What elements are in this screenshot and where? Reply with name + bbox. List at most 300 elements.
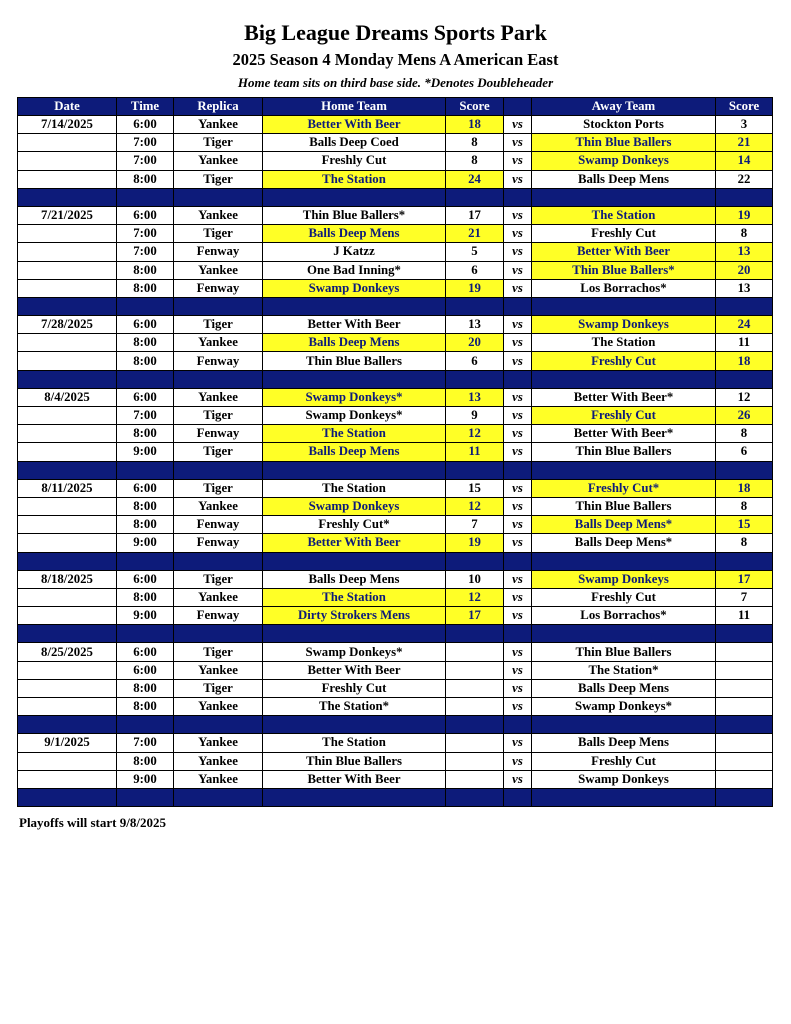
separator-cell bbox=[446, 188, 504, 206]
home-score-cell: 13 bbox=[446, 316, 504, 334]
separator-cell bbox=[446, 788, 504, 806]
table-row bbox=[18, 388, 773, 406]
away-team-cell: Swamp Donkeys bbox=[532, 770, 716, 788]
separator-cell bbox=[532, 788, 716, 806]
away-score-cell bbox=[716, 643, 773, 661]
time-cell: 6:00 bbox=[117, 661, 174, 679]
replica-cell: Yankee bbox=[174, 588, 263, 606]
time-cell: 8:00 bbox=[117, 170, 174, 188]
separator-cell bbox=[18, 461, 117, 479]
away-score-cell: 17 bbox=[716, 570, 773, 588]
separator-cell bbox=[117, 716, 174, 734]
separator-cell bbox=[117, 297, 174, 315]
time-cell: 7:00 bbox=[117, 407, 174, 425]
vs-cell: vs bbox=[504, 134, 532, 152]
table-row bbox=[18, 443, 773, 461]
away-score-cell: 21 bbox=[716, 134, 773, 152]
separator-cell bbox=[174, 370, 263, 388]
home-team-cell: Balls Deep Coed bbox=[263, 134, 446, 152]
time-cell: 9:00 bbox=[117, 534, 174, 552]
home-team-cell: The Station bbox=[263, 425, 446, 443]
time-cell: 8:00 bbox=[117, 352, 174, 370]
date-cell: 8/11/2025 bbox=[18, 479, 117, 497]
away-score-cell: 14 bbox=[716, 152, 773, 170]
away-team-cell: Thin Blue Ballers bbox=[532, 443, 716, 461]
replica-cell: Yankee bbox=[174, 770, 263, 788]
home-team-cell: J Katzz bbox=[263, 243, 446, 261]
home-score-cell: 8 bbox=[446, 152, 504, 170]
away-score-cell: 8 bbox=[716, 497, 773, 515]
away-team-cell: Swamp Donkeys bbox=[532, 316, 716, 334]
away-score-cell: 18 bbox=[716, 352, 773, 370]
replica-cell: Yankee bbox=[174, 661, 263, 679]
home-score-cell: 24 bbox=[446, 170, 504, 188]
time-cell: 6:00 bbox=[117, 116, 174, 134]
home-score-cell: 6 bbox=[446, 261, 504, 279]
separator-cell bbox=[446, 552, 504, 570]
separator-cell bbox=[174, 716, 263, 734]
home-team-cell: Dirty Strokers Mens bbox=[263, 607, 446, 625]
away-team-cell: Los Borrachos* bbox=[532, 607, 716, 625]
home-team-cell: Freshly Cut bbox=[263, 679, 446, 697]
home-team-cell: Swamp Donkeys bbox=[263, 497, 446, 515]
table-row bbox=[18, 279, 773, 297]
date-cell bbox=[18, 661, 117, 679]
home-score-cell: 5 bbox=[446, 243, 504, 261]
time-cell: 9:00 bbox=[117, 607, 174, 625]
away-score-cell: 7 bbox=[716, 588, 773, 606]
away-team-cell: Better With Beer* bbox=[532, 425, 716, 443]
away-team-cell: Swamp Donkeys bbox=[532, 570, 716, 588]
time-cell: 8:00 bbox=[117, 588, 174, 606]
home-team-cell: The Station bbox=[263, 734, 446, 752]
separator-cell bbox=[532, 188, 716, 206]
table-row bbox=[18, 497, 773, 515]
table-row bbox=[18, 643, 773, 661]
date-cell bbox=[18, 352, 117, 370]
vs-cell: vs bbox=[504, 698, 532, 716]
separator-cell bbox=[18, 297, 117, 315]
separator-cell bbox=[263, 552, 446, 570]
away-team-cell: Freshly Cut bbox=[532, 407, 716, 425]
home-team-cell: One Bad Inning* bbox=[263, 261, 446, 279]
date-cell bbox=[18, 497, 117, 515]
home-team-cell: Better With Beer bbox=[263, 316, 446, 334]
replica-cell: Tiger bbox=[174, 570, 263, 588]
header-home-team: Home Team bbox=[263, 98, 446, 116]
separator-cell bbox=[18, 188, 117, 206]
separator-cell bbox=[263, 625, 446, 643]
separator-cell bbox=[504, 716, 532, 734]
away-score-cell: 19 bbox=[716, 206, 773, 224]
table-row bbox=[18, 407, 773, 425]
separator-cell bbox=[504, 552, 532, 570]
vs-cell: vs bbox=[504, 497, 532, 515]
date-cell bbox=[18, 698, 117, 716]
away-team-cell: Freshly Cut* bbox=[532, 479, 716, 497]
date-cell bbox=[18, 607, 117, 625]
away-team-cell: Stockton Ports bbox=[532, 116, 716, 134]
date-cell bbox=[18, 152, 117, 170]
time-cell: 9:00 bbox=[117, 443, 174, 461]
separator-cell bbox=[263, 716, 446, 734]
separator-cell bbox=[117, 461, 174, 479]
away-score-cell: 11 bbox=[716, 334, 773, 352]
vs-cell: vs bbox=[504, 752, 532, 770]
separator-cell bbox=[504, 625, 532, 643]
separator-cell bbox=[117, 625, 174, 643]
header-replica: Replica bbox=[174, 98, 263, 116]
replica-cell: Tiger bbox=[174, 225, 263, 243]
replica-cell: Tiger bbox=[174, 679, 263, 697]
away-score-cell: 18 bbox=[716, 479, 773, 497]
home-team-cell: Thin Blue Ballers* bbox=[263, 206, 446, 224]
home-team-cell: The Station* bbox=[263, 698, 446, 716]
home-score-cell bbox=[446, 752, 504, 770]
header-home-score: Score bbox=[446, 98, 504, 116]
replica-cell: Tiger bbox=[174, 479, 263, 497]
table-row bbox=[18, 352, 773, 370]
time-cell: 9:00 bbox=[117, 770, 174, 788]
home-score-cell bbox=[446, 679, 504, 697]
separator-cell bbox=[532, 552, 716, 570]
separator-cell bbox=[174, 625, 263, 643]
time-cell: 6:00 bbox=[117, 570, 174, 588]
home-team-cell: Better With Beer bbox=[263, 534, 446, 552]
replica-cell: Yankee bbox=[174, 497, 263, 515]
home-team-cell: Better With Beer bbox=[263, 770, 446, 788]
away-team-cell: Thin Blue Ballers bbox=[532, 643, 716, 661]
separator-cell bbox=[532, 625, 716, 643]
separator-cell bbox=[446, 461, 504, 479]
away-team-cell: Thin Blue Ballers bbox=[532, 134, 716, 152]
replica-cell: Yankee bbox=[174, 752, 263, 770]
table-row bbox=[18, 516, 773, 534]
schedule-note: Home team sits on third base side. *Denotes Doubleheader bbox=[237, 75, 554, 90]
separator-cell bbox=[532, 297, 716, 315]
home-team-cell: Swamp Donkeys bbox=[263, 279, 446, 297]
home-score-cell: 12 bbox=[446, 425, 504, 443]
home-score-cell: 11 bbox=[446, 443, 504, 461]
date-cell bbox=[18, 134, 117, 152]
vs-cell: vs bbox=[504, 334, 532, 352]
table-row bbox=[18, 661, 773, 679]
separator-cell bbox=[174, 461, 263, 479]
vs-cell: vs bbox=[504, 443, 532, 461]
week-separator-row bbox=[18, 625, 773, 643]
away-score-cell: 26 bbox=[716, 407, 773, 425]
home-team-cell: Balls Deep Mens bbox=[263, 570, 446, 588]
vs-cell: vs bbox=[504, 388, 532, 406]
vs-cell: vs bbox=[504, 407, 532, 425]
home-score-cell: 9 bbox=[446, 407, 504, 425]
week-separator-row bbox=[18, 788, 773, 806]
separator-cell bbox=[504, 188, 532, 206]
separator-cell bbox=[18, 625, 117, 643]
away-team-cell: Thin Blue Ballers* bbox=[532, 261, 716, 279]
separator-cell bbox=[504, 297, 532, 315]
replica-cell: Yankee bbox=[174, 206, 263, 224]
separator-cell bbox=[263, 461, 446, 479]
away-score-cell: 22 bbox=[716, 170, 773, 188]
table-row bbox=[18, 134, 773, 152]
away-team-cell: Freshly Cut bbox=[532, 352, 716, 370]
home-score-cell: 12 bbox=[446, 588, 504, 606]
vs-cell: vs bbox=[504, 679, 532, 697]
playoffs-note: Playoffs will start 9/8/2025 bbox=[19, 815, 166, 830]
away-team-cell: The Station bbox=[532, 334, 716, 352]
date-cell bbox=[18, 170, 117, 188]
vs-cell: vs bbox=[504, 770, 532, 788]
away-team-cell: Balls Deep Mens bbox=[532, 734, 716, 752]
time-cell: 6:00 bbox=[117, 643, 174, 661]
separator-cell bbox=[446, 297, 504, 315]
away-team-cell: The Station bbox=[532, 206, 716, 224]
date-cell bbox=[18, 225, 117, 243]
vs-cell: vs bbox=[504, 352, 532, 370]
table-row bbox=[18, 479, 773, 497]
time-cell: 7:00 bbox=[117, 225, 174, 243]
time-cell: 8:00 bbox=[117, 752, 174, 770]
vs-cell: vs bbox=[504, 316, 532, 334]
home-team-cell: The Station bbox=[263, 588, 446, 606]
separator-cell bbox=[716, 625, 773, 643]
time-cell: 8:00 bbox=[117, 279, 174, 297]
replica-cell: Yankee bbox=[174, 734, 263, 752]
replica-cell: Tiger bbox=[174, 443, 263, 461]
away-team-cell: Better With Beer* bbox=[532, 388, 716, 406]
replica-cell: Tiger bbox=[174, 316, 263, 334]
replica-cell: Fenway bbox=[174, 516, 263, 534]
header-away-team: Away Team bbox=[532, 98, 716, 116]
away-score-cell bbox=[716, 770, 773, 788]
date-cell bbox=[18, 425, 117, 443]
away-score-cell: 8 bbox=[716, 534, 773, 552]
time-cell: 8:00 bbox=[117, 698, 174, 716]
home-score-cell: 17 bbox=[446, 206, 504, 224]
date-cell bbox=[18, 752, 117, 770]
table-row bbox=[18, 116, 773, 134]
away-team-cell: Freshly Cut bbox=[532, 752, 716, 770]
schedule-table bbox=[17, 97, 773, 807]
home-score-cell bbox=[446, 734, 504, 752]
separator-cell bbox=[18, 716, 117, 734]
separator-cell bbox=[716, 188, 773, 206]
away-team-cell: Swamp Donkeys* bbox=[532, 698, 716, 716]
table-row bbox=[18, 752, 773, 770]
table-row bbox=[18, 261, 773, 279]
time-cell: 6:00 bbox=[117, 206, 174, 224]
home-score-cell: 7 bbox=[446, 516, 504, 534]
time-cell: 6:00 bbox=[117, 479, 174, 497]
separator-cell bbox=[716, 716, 773, 734]
separator-cell bbox=[504, 370, 532, 388]
home-team-cell: Swamp Donkeys* bbox=[263, 388, 446, 406]
table-row bbox=[18, 152, 773, 170]
away-score-cell bbox=[716, 752, 773, 770]
home-team-cell: Freshly Cut* bbox=[263, 516, 446, 534]
table-row bbox=[18, 316, 773, 334]
time-cell: 8:00 bbox=[117, 679, 174, 697]
away-score-cell: 15 bbox=[716, 516, 773, 534]
separator-cell bbox=[174, 188, 263, 206]
date-cell: 9/1/2025 bbox=[18, 734, 117, 752]
vs-cell: vs bbox=[504, 425, 532, 443]
week-separator-row bbox=[18, 552, 773, 570]
separator-cell bbox=[504, 461, 532, 479]
away-score-cell: 11 bbox=[716, 607, 773, 625]
date-cell bbox=[18, 279, 117, 297]
vs-cell: vs bbox=[504, 643, 532, 661]
separator-cell bbox=[117, 788, 174, 806]
replica-cell: Fenway bbox=[174, 279, 263, 297]
away-score-cell bbox=[716, 661, 773, 679]
separator-cell bbox=[263, 788, 446, 806]
separator-cell bbox=[446, 625, 504, 643]
replica-cell: Fenway bbox=[174, 352, 263, 370]
vs-cell: vs bbox=[504, 479, 532, 497]
date-cell bbox=[18, 334, 117, 352]
table-row bbox=[18, 588, 773, 606]
replica-cell: Tiger bbox=[174, 134, 263, 152]
separator-cell bbox=[263, 188, 446, 206]
vs-cell: vs bbox=[504, 243, 532, 261]
home-team-cell: Balls Deep Mens bbox=[263, 443, 446, 461]
separator-cell bbox=[532, 716, 716, 734]
date-cell bbox=[18, 534, 117, 552]
replica-cell: Fenway bbox=[174, 534, 263, 552]
separator-cell bbox=[117, 370, 174, 388]
replica-cell: Yankee bbox=[174, 334, 263, 352]
table-row bbox=[18, 425, 773, 443]
time-cell: 6:00 bbox=[117, 388, 174, 406]
date-cell bbox=[18, 588, 117, 606]
home-score-cell bbox=[446, 770, 504, 788]
away-score-cell bbox=[716, 698, 773, 716]
vs-cell: vs bbox=[504, 661, 532, 679]
separator-cell bbox=[446, 370, 504, 388]
time-cell: 8:00 bbox=[117, 516, 174, 534]
away-score-cell: 3 bbox=[716, 116, 773, 134]
away-score-cell: 24 bbox=[716, 316, 773, 334]
vs-cell: vs bbox=[504, 534, 532, 552]
vs-cell: vs bbox=[504, 116, 532, 134]
date-cell bbox=[18, 443, 117, 461]
home-team-cell: Swamp Donkeys* bbox=[263, 407, 446, 425]
home-score-cell bbox=[446, 643, 504, 661]
away-score-cell: 6 bbox=[716, 443, 773, 461]
home-team-cell: The Station bbox=[263, 170, 446, 188]
away-team-cell: Balls Deep Mens* bbox=[532, 516, 716, 534]
table-row bbox=[18, 225, 773, 243]
date-cell bbox=[18, 407, 117, 425]
week-separator-row bbox=[18, 716, 773, 734]
replica-cell: Tiger bbox=[174, 643, 263, 661]
vs-cell: vs bbox=[504, 152, 532, 170]
home-team-cell: The Station bbox=[263, 479, 446, 497]
time-cell: 8:00 bbox=[117, 334, 174, 352]
home-score-cell: 10 bbox=[446, 570, 504, 588]
away-score-cell bbox=[716, 679, 773, 697]
date-cell bbox=[18, 243, 117, 261]
vs-cell: vs bbox=[504, 588, 532, 606]
schedule-body bbox=[18, 116, 773, 807]
home-score-cell: 18 bbox=[446, 116, 504, 134]
date-cell: 8/18/2025 bbox=[18, 570, 117, 588]
away-team-cell: Freshly Cut bbox=[532, 588, 716, 606]
replica-cell: Tiger bbox=[174, 170, 263, 188]
table-row bbox=[18, 607, 773, 625]
away-score-cell bbox=[716, 734, 773, 752]
date-cell: 7/21/2025 bbox=[18, 206, 117, 224]
vs-cell: vs bbox=[504, 570, 532, 588]
away-team-cell: Balls Deep Mens bbox=[532, 679, 716, 697]
separator-cell bbox=[532, 370, 716, 388]
table-row bbox=[18, 334, 773, 352]
week-separator-row bbox=[18, 188, 773, 206]
away-score-cell: 13 bbox=[716, 243, 773, 261]
table-row bbox=[18, 679, 773, 697]
table-row bbox=[18, 734, 773, 752]
table-header-row bbox=[18, 98, 773, 116]
separator-cell bbox=[532, 461, 716, 479]
replica-cell: Yankee bbox=[174, 261, 263, 279]
away-score-cell: 13 bbox=[716, 279, 773, 297]
separator-cell bbox=[117, 188, 174, 206]
separator-cell bbox=[716, 370, 773, 388]
home-team-cell: Better With Beer bbox=[263, 661, 446, 679]
replica-cell: Fenway bbox=[174, 607, 263, 625]
home-score-cell: 19 bbox=[446, 279, 504, 297]
table-row bbox=[18, 570, 773, 588]
page-title: Big League Dreams Sports Park bbox=[244, 20, 547, 45]
week-separator-row bbox=[18, 461, 773, 479]
table-row bbox=[18, 698, 773, 716]
vs-cell: vs bbox=[504, 170, 532, 188]
away-team-cell: Thin Blue Ballers bbox=[532, 497, 716, 515]
week-separator-row bbox=[18, 370, 773, 388]
replica-cell: Yankee bbox=[174, 698, 263, 716]
header-away-score: Score bbox=[716, 98, 773, 116]
time-cell: 8:00 bbox=[117, 497, 174, 515]
separator-cell bbox=[446, 716, 504, 734]
table-row bbox=[18, 534, 773, 552]
time-cell: 7:00 bbox=[117, 734, 174, 752]
home-score-cell: 8 bbox=[446, 134, 504, 152]
home-score-cell: 21 bbox=[446, 225, 504, 243]
time-cell: 7:00 bbox=[117, 152, 174, 170]
time-cell: 6:00 bbox=[117, 316, 174, 334]
separator-cell bbox=[716, 297, 773, 315]
away-team-cell: Balls Deep Mens* bbox=[532, 534, 716, 552]
away-team-cell: The Station* bbox=[532, 661, 716, 679]
date-cell: 8/4/2025 bbox=[18, 388, 117, 406]
home-team-cell: Swamp Donkeys* bbox=[263, 643, 446, 661]
away-score-cell: 8 bbox=[716, 425, 773, 443]
away-team-cell: Swamp Donkeys bbox=[532, 152, 716, 170]
date-cell bbox=[18, 261, 117, 279]
home-team-cell: Better With Beer bbox=[263, 116, 446, 134]
away-score-cell: 12 bbox=[716, 388, 773, 406]
home-score-cell: 19 bbox=[446, 534, 504, 552]
vs-cell: vs bbox=[504, 516, 532, 534]
home-team-cell: Balls Deep Mens bbox=[263, 225, 446, 243]
home-score-cell: 6 bbox=[446, 352, 504, 370]
home-score-cell: 17 bbox=[446, 607, 504, 625]
away-team-cell: Los Borrachos* bbox=[532, 279, 716, 297]
separator-cell bbox=[18, 788, 117, 806]
time-cell: 8:00 bbox=[117, 425, 174, 443]
